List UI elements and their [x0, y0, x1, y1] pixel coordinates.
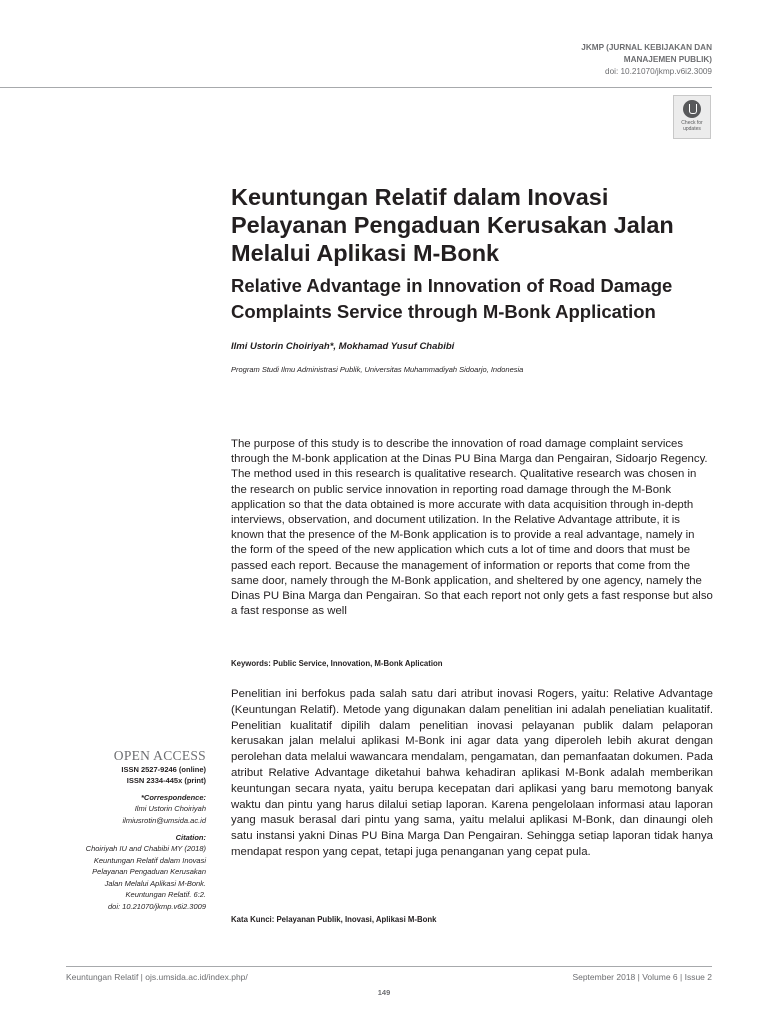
authors: Ilmi Ustorin Choiriyah*, Mokhamad Yusuf Chabibi	[231, 341, 455, 352]
journal-header	[412, 42, 712, 78]
page-number: 149	[377, 988, 391, 997]
keywords-indonesian: Kata Kunci: Pelayanan Publik, Inovasi, Aplikasi M-Bonk	[231, 915, 437, 924]
header-divider	[0, 87, 712, 88]
correspondence-name: Ilmi Ustorin Choiriyah	[134, 804, 206, 813]
crossmark-label: Check for updates	[681, 120, 703, 132]
correspondence-label: *Correspondence:	[140, 793, 206, 802]
affiliation: Program Studi Ilmu Administrasi Publik, Universitas Muhammadiyah Sidoarjo, Indonesia	[231, 365, 524, 374]
open-access-label: OPEN ACCESS	[113, 748, 206, 763]
citation-label: Citation:	[175, 833, 206, 842]
footer-issue-info: September 2018 | Volume 6 | Issue 2	[572, 972, 712, 982]
crossmark-icon	[683, 100, 701, 118]
article-sidebar	[40, 748, 206, 912]
journal-name-line1: JKMP (JURNAL KEBIJAKAN DAN	[581, 43, 712, 52]
journal-name-line2: MANAJEMEN PUBLIK)	[623, 55, 712, 64]
citation-doi[interactable]: doi: 10.21070/jkmp.v6i2.3009	[108, 901, 206, 911]
citation-line: Keuntungan Relatif. 6:2.	[125, 890, 206, 899]
keywords-english: Keywords: Public Service, Innovation, M-Bonk Aplication	[231, 659, 443, 668]
citation-line: Pelayanan Pengaduan Kerusakan	[92, 867, 206, 876]
issn-online: ISSN 2527-9246 (online)	[121, 765, 206, 774]
abstract-english: The purpose of this study is to describe the innovation of road damage complaint services through the M-bonk application at the Dinas PU Bina Marga dan Pengairan, Sidoarjo Regency. The method used in this research is qualitative research. Qualitative research was chosen in the research on public service innovation in reporting road damage through the M-Bonk application so that the data obtained is more accurate with data acquisition through in-depth interviews, observation, and document utilization. In the Relative Advantage attribute, it is known that the presence of the M-Bonk application is to provide a real advantage, namely in the form of the speed of the new application which cuts a lot of time and doors that must be passed each report. Because the management of information or reports that come from the same door, namely through the M-Bonk application, and sheltered by one agency, namely the Dinas PU Bina Marga dan Pengairan. So that each report not only gets a fast response but also a fast response as well	[231, 438, 713, 618]
footer-divider	[66, 966, 712, 967]
abstract-indonesian: Penelitian ini berfokus pada salah satu dari atribut inovasi Rogers, yaitu: Relative Advantage (Keuntungan Relatif). Metode yang digunakan dalam penelitian ini adalah peneliatian kualitatif. Penelitian kualitatif dipilih dalam penelitian inovasi pelayanan publik dalam pelaporan kerusakan jalan melalui aplikasi M-Bonk ini agar data yang diperoleh lebih akurat dengan perolehan data melalui wawancara mendalam, pengamatan, dan pemanfaatan dokumen. Pada atribut Relative Advantage diketahui bahwa kehadiran aplikasi M-Bonk adalah memberikan keuntungan secara nyata, yaitu berupa kecepatan dari aplikasi yang baru memotong banyak waktu dan pintu yang harus dilalui setiap laporan. Karena pengelolaan informasi atau laporan yang masuk berasal dari pintu yang sama, yaitu melalui aplikasi M-Bonk, dan dinaungi oleh satu instansi yakni Dinas PU Bina Marga Dan Pengairan. Sehingga setiap laporan tidak hanya mendapat respon yang cepat, tetapi juga penanganan yang cepat pula.	[231, 688, 713, 858]
article-title-english: Relative Advantage in Innovation of Road Damage Complaints Service through M-Bonk Application	[231, 275, 673, 322]
footer-running-title: Keuntungan Relatif | ojs.umsida.ac.id/index.php/	[66, 972, 248, 982]
article-title-indonesian: Keuntungan Relatif dalam Inovasi Pelayanan Pengaduan Kerusakan Jalan Melalui Aplikasi M-Bonk	[231, 184, 674, 266]
journal-doi[interactable]: doi: 10.21070/jkmp.v6i2.3009	[605, 67, 712, 76]
citation-line: Jalan Melalui Aplikasi M-Bonk.	[104, 878, 206, 888]
correspondence-email[interactable]: ilmiusrotin@umsida.ac.id	[122, 815, 206, 825]
title-block	[231, 183, 711, 374]
issn-print: ISSN 2334-445x (print)	[126, 776, 206, 785]
citation-line: Choiriyah IU and Chabibi MY (2018)	[85, 844, 206, 853]
citation-line: Keuntungan Relatif dalam Inovasi	[93, 855, 206, 865]
crossmark-badge[interactable]	[673, 95, 711, 139]
